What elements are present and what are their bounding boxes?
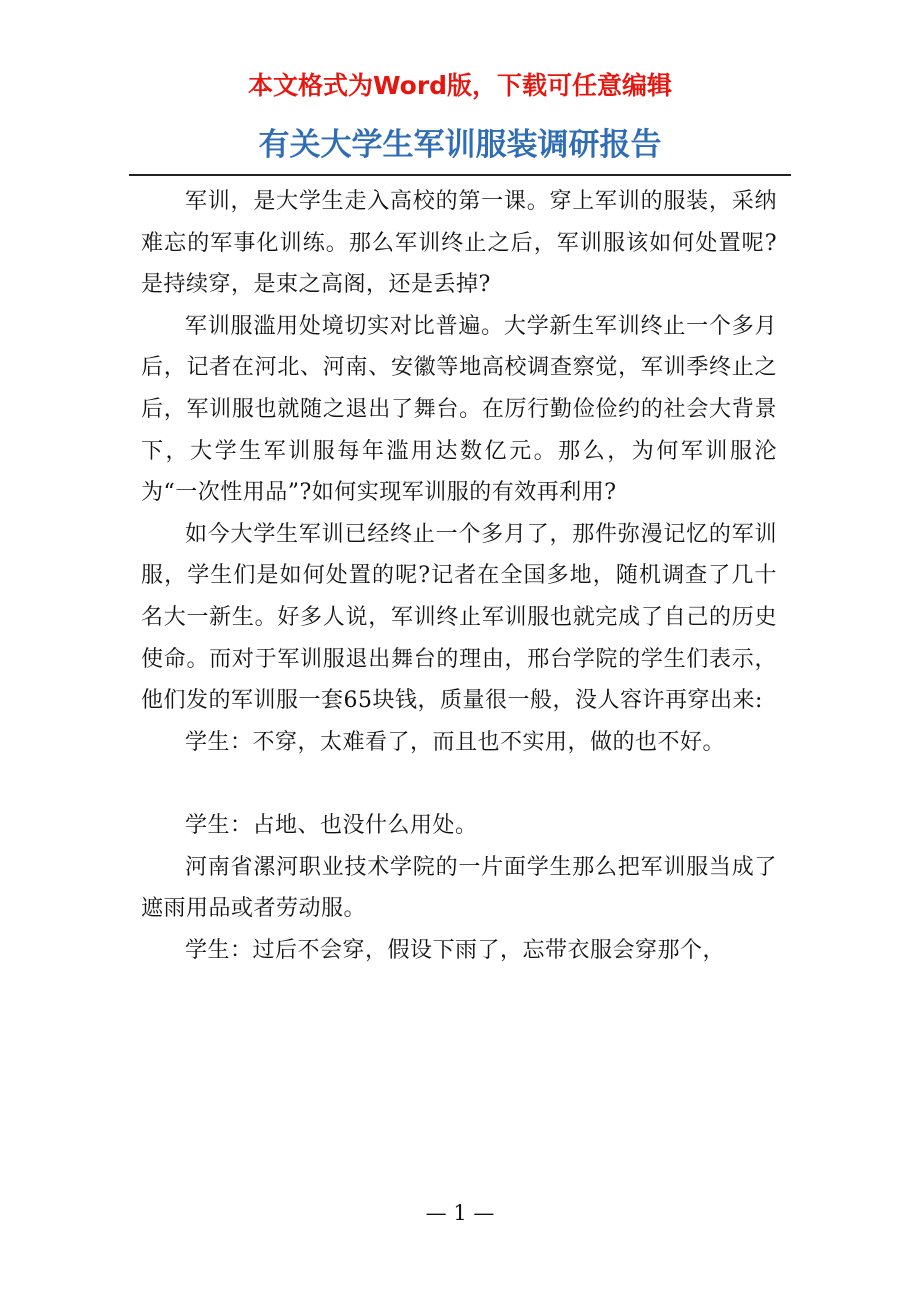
paragraph-waste-situation: 军训服滥用处境切实对比普遍。大学新生军训终止一个多月后，记者在河北、河南、安徽等地高校调查察觉，军训季终止之后，军训服也就随之退出了舞台。在厉行勤俭俭约的社会大背景下，大学生军训服每年滥用达数亿元。那么，为何军训服沦为“一次性用品”?如何实现军训服的有效再利用? — [141, 313, 777, 506]
page-number: — 1 — — [425, 1201, 495, 1225]
document-body — [141, 181, 777, 971]
paragraph-student-quote-3: 学生：过后不会穿，假设下雨了，忘带衣服会穿那个， — [185, 937, 726, 963]
paragraph-student-survey: 如今大学生军训已经终止一个多月了，那件弥漫记忆的军训服，学生们是如何处置的呢?记者在全国多地，随机调查了几十名大一新生。好多人说，军训终止军训服也就完成了自己的历史使命。而对于军训服退出舞台的理由，邢台学院的学生们表示，他们发的军训服一套65块钱，质量很一般，没人容许再穿出来: — [141, 521, 777, 714]
document-title: 有关大学生军训服装调研报告 — [258, 127, 662, 163]
paragraph-student-quote-1: 学生：不穿，太难看了，而且也不实用，做的也不好。 — [185, 729, 726, 755]
paragraph-luohe-college: 河南省漯河职业技术学院的一片面学生那么把军训服当成了遮雨用品或者劳动服。 — [141, 854, 777, 922]
paragraph-intro: 军训，是大学生走入高校的第一课。穿上军训的服装，采纳难忘的军事化训练。那么军训终止之后，军训服该如何处置呢?是持续穿，是束之高阁，还是丢掉? — [141, 189, 777, 298]
title-divider — [129, 174, 791, 176]
format-notice-banner: 本文格式为Word版，下载可任意编辑 — [247, 71, 673, 100]
paragraph-student-quote-2: 学生：占地、也没什么用处。 — [185, 812, 478, 838]
